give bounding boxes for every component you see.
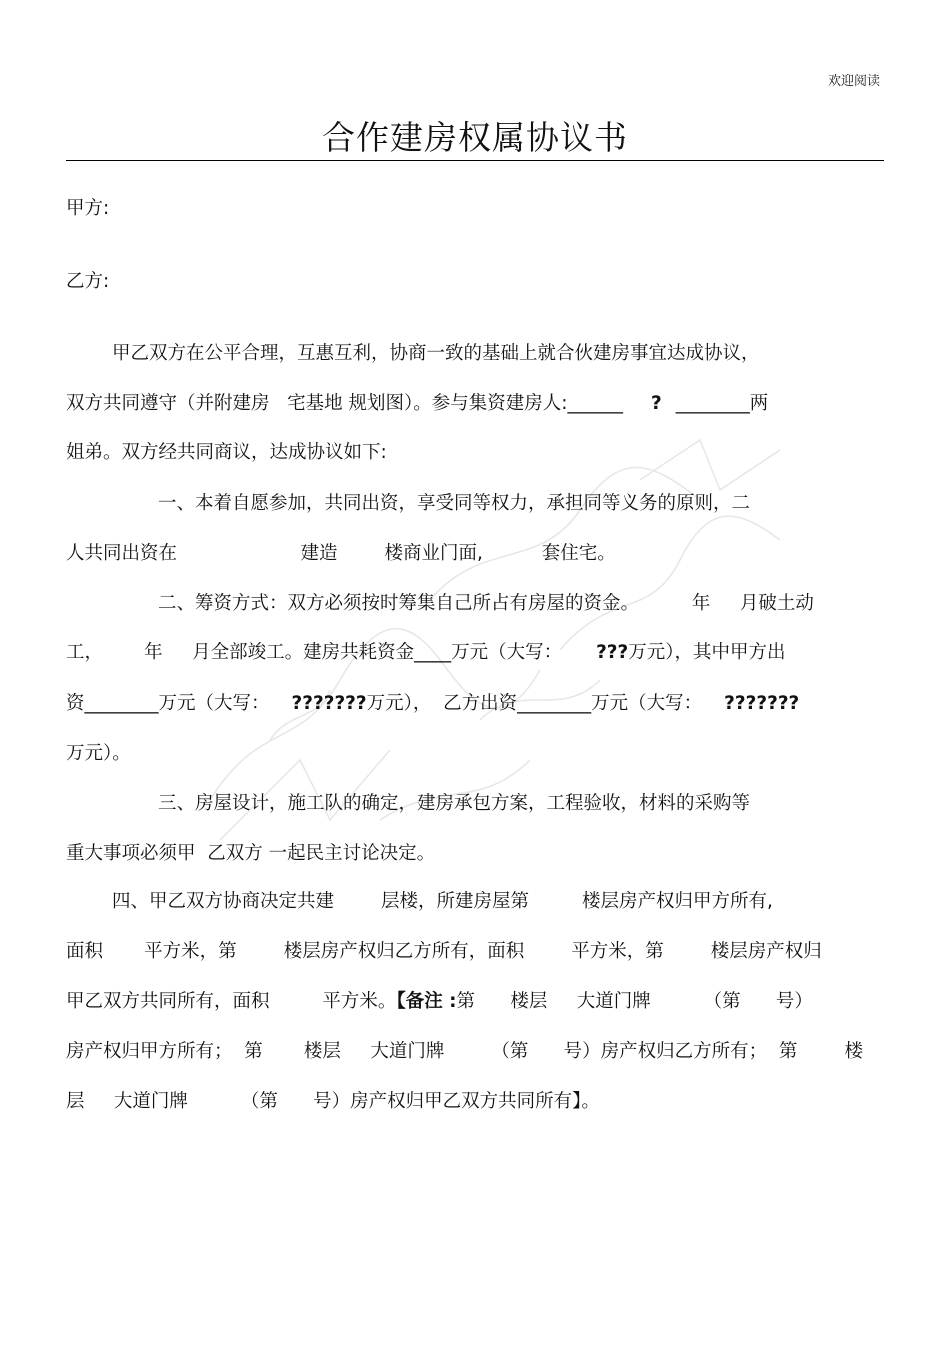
party-a-label: 甲方:: [66, 198, 110, 219]
clause-4-line-2: 面积 平方米，第 楼层房产权归乙方所有，面积 平方米，第 楼层房产权归: [66, 941, 822, 962]
clause-4-line-3: [66, 990, 813, 1014]
clause-4-line-1: 四、甲乙双方协商决定共建 层楼，所建房屋第 楼层房产权归甲方所有,: [112, 891, 773, 912]
preamble-line-2-text: 双方共同遵守（并附建房 宅基地 规划图）。参与集资建房人:: [66, 393, 568, 414]
page-title: 合作建房权属协议书: [322, 118, 628, 157]
clause-1-line-1: 一、本着自愿参加，共同出资，享受同等权力，承担同等义务的原则，二: [158, 493, 751, 514]
party-a-capital-text: 资________万元（大写：: [66, 693, 270, 714]
participant-blank-1: ______: [567, 393, 624, 414]
preamble-line-3: 姐弟。双方经共同商议，达成协议如下:: [66, 442, 387, 463]
party-b-label: 乙方:: [66, 271, 110, 292]
preamble-line-1: 甲乙双方在公平合理，互惠互利，协商一致的基础上就合伙建房事宜达成协议，: [112, 343, 760, 364]
clause-4-line-5: 层 大道门牌 （第 号）房产权归甲乙双方共同所有】。: [66, 1091, 600, 1112]
header-note: 欢迎阅读: [827, 74, 880, 89]
participant-blank-2: ________两: [675, 393, 769, 414]
party-a-amount-words: ???????: [291, 693, 367, 714]
party-b-capital-text: 万元）， 乙方出资________万元（大写：: [366, 693, 703, 714]
clause-4-line-3-text: 甲乙双方共同所有，面积 平方米。: [66, 991, 397, 1012]
clause-2-line-2: [66, 641, 786, 665]
clause-4-line-4: 房产权归甲方所有； 第 楼层 大道门牌 （第 号）房产权归乙方所有； 第 楼: [66, 1041, 863, 1062]
title-divider: [66, 160, 884, 161]
clause-3-line-2: 重大事项必须甲 乙双方 一起民主讨论决定。: [66, 843, 436, 864]
clause-2-line-1: 二、筹资方式：双方必须按时筹集自己所占有房屋的资金。 年 月破土动: [158, 593, 814, 614]
total-amount-words: ???: [596, 642, 629, 663]
clause-2-line-4: 万元）。: [66, 743, 131, 764]
clause-3-line-1: 三、房屋设计，施工队的确定，建房承包方案，工程验收，材料的采购等: [158, 793, 751, 814]
preamble-line-2: [66, 392, 768, 416]
participant-mark: ?: [651, 393, 662, 414]
clause-2-line-3: [66, 692, 799, 716]
clause-1-line-2: 人共同出资在 建造 楼商业门面, 套住宅。: [66, 543, 616, 564]
clause-2-line-2-end: 万元），其中甲方出: [628, 642, 786, 663]
remark-label: 【备注 :: [396, 991, 457, 1012]
clause-4-line-3-end: 第 楼层 大道门牌 （第 号）: [456, 991, 813, 1012]
party-b-amount-words: ???????: [724, 693, 800, 714]
clause-2-line-2-text: 工， 年 月全部竣工。建房共耗资金____万元（大写：: [66, 642, 563, 663]
